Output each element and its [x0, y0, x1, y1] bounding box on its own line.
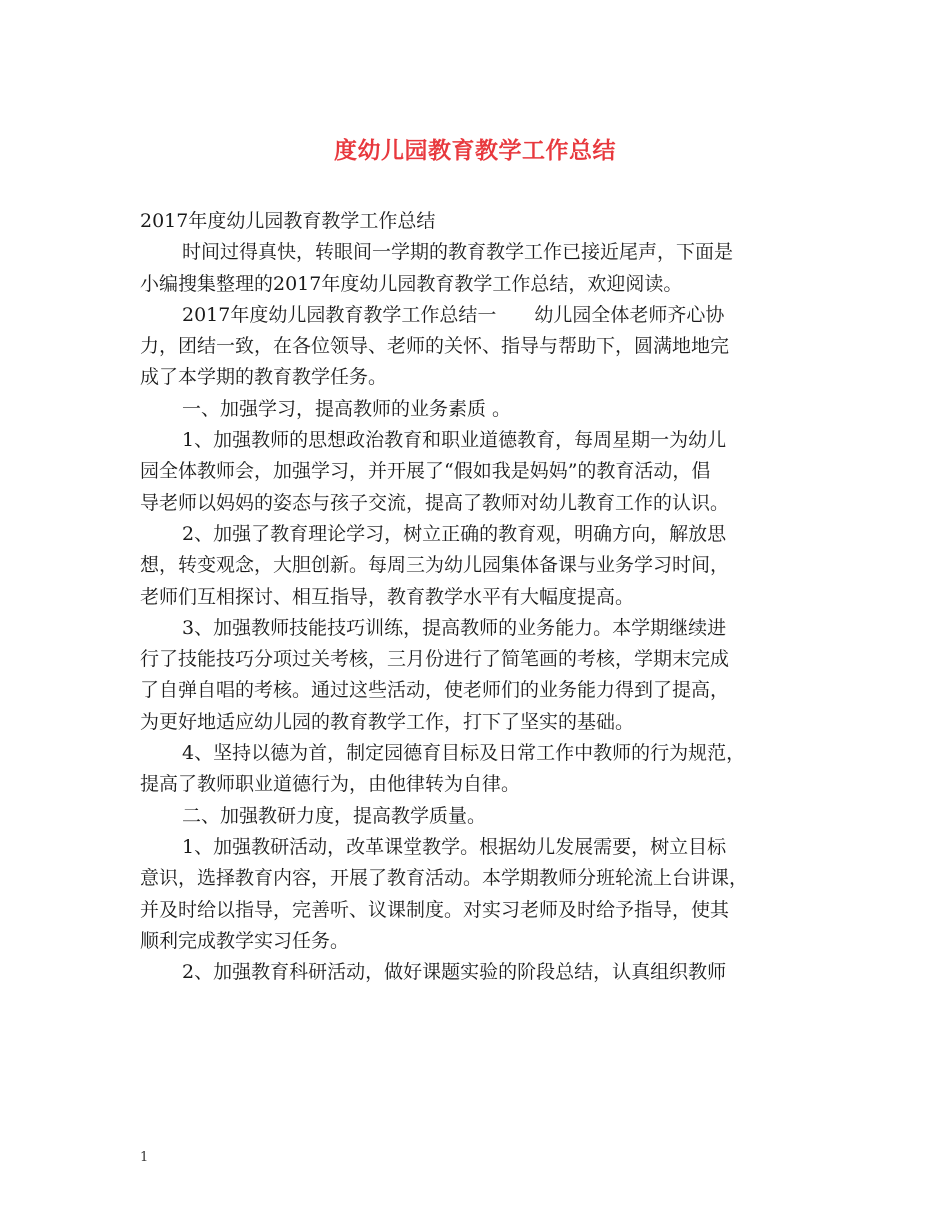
text-line: 时间过得真快，转眼间一学期的教育教学工作已接近尾声，下面是 [182, 241, 734, 264]
text-line: 2017年度幼儿园教育教学工作总结 [140, 210, 436, 232]
text-line: 了自弹自唱的考核。通过这些活动，使老师们的业务能力得到了提高， [140, 679, 730, 702]
text-line: 顺利完成教学实习任务。 [140, 929, 350, 952]
text-line: 1、加强教师的思想政治教育和职业道德教育，每周星期一为幼儿 [182, 429, 727, 452]
text-line: 3、加强教师技能技巧训练，提高教师的业务能力。本学期继续进 [182, 616, 727, 639]
text-line: 4、坚持以德为首，制定园德育目标及日常工作中教师的行为规范， [182, 742, 746, 765]
section-heading: 二、加强教研力度，提高教学质量。 [182, 804, 487, 827]
text-line: 导老师以妈妈的姿态与孩子交流，提高了教师对幼儿教育工作的认识。 [140, 491, 730, 514]
text-line: 老师们互相探讨、相互指导，教育教学水平有大幅度提高。 [140, 585, 635, 608]
text-line: 2017年度幼儿园教育教学工作总结一 幼儿园全体老师齐心协 [182, 303, 725, 326]
text-line: 并及时给以指导，完善听、议课制度。对实习老师及时给予指导，使其 [140, 898, 730, 921]
text-line: 提高了教师职业道德行为，由他律转为自律。 [140, 773, 521, 796]
document-title: 度幼儿园教育教学工作总结 [334, 137, 616, 164]
text-line: 园全体教师会，加强学习，并开展了“假如我是妈妈”的教育活动，倡 [140, 460, 711, 483]
text-line: 行了技能技巧分项过关考核，三月份进行了简笔画的考核，学期末完成 [140, 648, 730, 671]
text-line: 为更好地适应幼儿园的教育教学工作，打下了坚实的基础。 [140, 710, 635, 733]
text-line: 1、加强教研活动，改革课堂教学。根据幼儿发展需要，树立目标 [182, 835, 727, 858]
text-line: 想，转变观念，大胆创新。每周三为幼儿园集体备课与业务学习时间， [140, 554, 730, 577]
text-line: 力，团结一致，在各位领导、老师的关怀、指导与帮助下，圆满地地完 [140, 335, 730, 358]
text-line: 成了本学期的教育教学任务。 [140, 366, 388, 389]
text-line: 小编搜集整理的2017年度幼儿园教育教学工作总结，欢迎阅读。 [140, 272, 683, 295]
document-body [140, 206, 816, 988]
text-line: 2、加强教育科研活动，做好课题实验的阶段总结，认真组织教师 [182, 961, 727, 984]
text-line: 2、加强了教育理论学习，树立正确的教育观，明确方向，解放思 [182, 522, 727, 545]
section-heading: 一、加强学习，提高教师的业务素质 。 [182, 397, 512, 420]
page-number: 1 [140, 1150, 149, 1165]
text-line: 意识，选择教育内容，开展了教育活动。本学期教师分班轮流上台讲课， [140, 867, 749, 890]
